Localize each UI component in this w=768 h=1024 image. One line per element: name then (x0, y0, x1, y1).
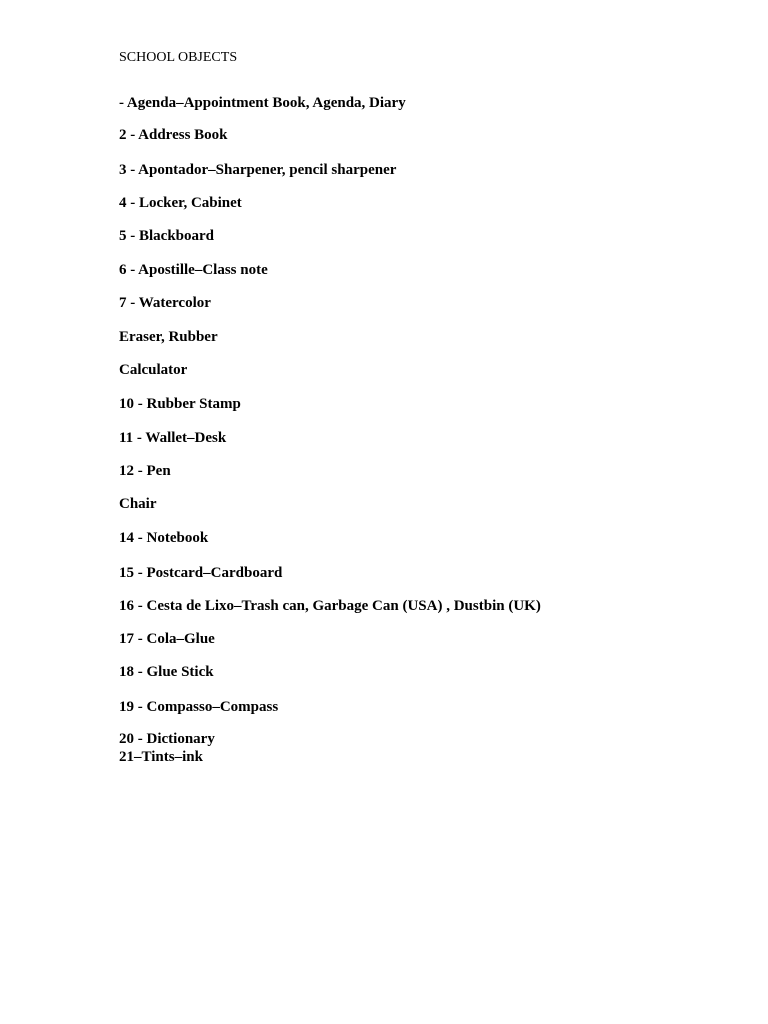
list-item: 5 - Blackboard (119, 228, 215, 244)
list-item: Calculator (119, 362, 188, 378)
list-item: 15 - Postcard–Cardboard (119, 565, 283, 581)
list-item: 6 - Apostille–Class note (119, 262, 268, 278)
list-item: 10 - Rubber Stamp (119, 396, 241, 412)
list-item: 21–Tints–ink (119, 749, 203, 765)
list-item: Chair (119, 496, 157, 512)
list-item: 7 - Watercolor (119, 295, 211, 311)
list-item: 18 - Glue Stick (119, 664, 214, 680)
list-item: 2 - Address Book (119, 127, 228, 143)
list-item: 12 - Pen (119, 463, 171, 479)
document-title: SCHOOL OBJECTS (119, 50, 238, 65)
list-item: 4 - Locker, Cabinet (119, 195, 242, 211)
list-item: 11 - Wallet–Desk (119, 430, 227, 446)
list-item: 16 - Cesta de Lixo–Trash can, Garbage Can (USA) , Dustbin (UK) (119, 598, 541, 614)
list-item: Eraser, Rubber (119, 329, 218, 345)
list-item: 14 - Notebook (119, 530, 209, 546)
list-item: - Agenda–Appointment Book, Agenda, Diary (119, 95, 406, 111)
list-item: 19 - Compasso–Compass (119, 699, 279, 715)
list-item: 3 - Apontador–Sharpener, pencil sharpener (119, 162, 397, 178)
list-item: 20 - Dictionary (119, 731, 215, 747)
list-item: 17 - Cola–Glue (119, 631, 215, 647)
